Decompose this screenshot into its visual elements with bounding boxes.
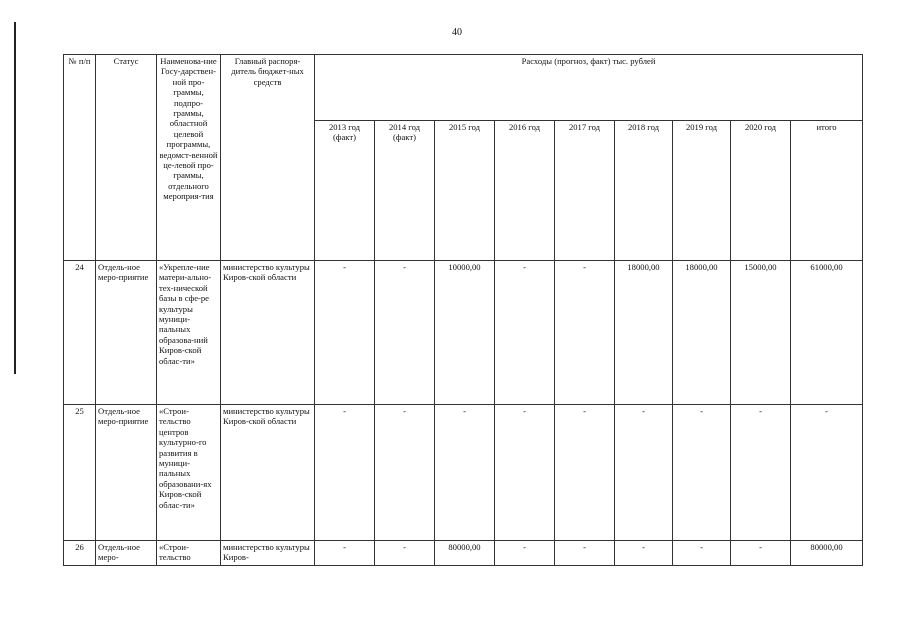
- expenses-table: [63, 54, 863, 566]
- value-cell: -: [315, 405, 375, 541]
- page-number: 40: [452, 27, 462, 38]
- value-cell: -: [375, 541, 435, 566]
- value-cell: -: [435, 405, 495, 541]
- header-num: № п/п: [64, 55, 96, 261]
- row-num: 26: [64, 541, 96, 566]
- value-cell: -: [375, 261, 435, 405]
- table-row: [64, 261, 863, 405]
- header-year: 2016 год: [495, 121, 555, 261]
- header-name: Наименова-ние Госу-дарствен-ной про-граммы, подпро-граммы, областной целевой программы, ведомст-венной це-левой про-граммы, отдельного мероприя-тия: [157, 55, 221, 261]
- row-status: Отдель-ное меро-: [96, 541, 157, 566]
- margin-line: [14, 22, 16, 374]
- value-cell: 10000,00: [435, 261, 495, 405]
- value-cell: 18000,00: [615, 261, 673, 405]
- value-cell: 18000,00: [673, 261, 731, 405]
- header-year: 2017 год: [555, 121, 615, 261]
- row-manager: министерство культуры Киров-ской области: [221, 405, 315, 541]
- header-year: 2014 год (факт): [375, 121, 435, 261]
- value-cell: -: [731, 541, 791, 566]
- header-status: Статус: [96, 55, 157, 261]
- header-year: 2015 год: [435, 121, 495, 261]
- header-year: 2019 год: [673, 121, 731, 261]
- value-cell: -: [673, 405, 731, 541]
- value-cell: -: [555, 261, 615, 405]
- row-name: «Укрепле-ние матери-ально-тех-нической базы в сфе-ре культуры муници-пальных образова-ний Киров-ской облас-ти»: [157, 261, 221, 405]
- header-manager: Главный распоря-дитель бюджет-ных средств: [221, 55, 315, 261]
- total-cell: 80000,00: [791, 541, 863, 566]
- header-year: 2020 год: [731, 121, 791, 261]
- value-cell: -: [673, 541, 731, 566]
- value-cell: -: [495, 405, 555, 541]
- total-cell: 61000,00: [791, 261, 863, 405]
- value-cell: -: [555, 541, 615, 566]
- total-cell: -: [791, 405, 863, 541]
- header-row-1: [64, 55, 863, 121]
- header-year: 2018 год: [615, 121, 673, 261]
- row-manager: министерство культуры Киров-ской области: [221, 261, 315, 405]
- value-cell: -: [731, 405, 791, 541]
- value-cell: 80000,00: [435, 541, 495, 566]
- row-num: 24: [64, 261, 96, 405]
- value-cell: -: [375, 405, 435, 541]
- row-name: «Строи-тельство центров культурно-го развития в муници-пальных образовани-ях Киров-ской облас-ти»: [157, 405, 221, 541]
- value-cell: -: [615, 541, 673, 566]
- header-total: итого: [791, 121, 863, 261]
- row-num: 25: [64, 405, 96, 541]
- value-cell: -: [315, 541, 375, 566]
- row-name: «Строи-тельство: [157, 541, 221, 566]
- row-manager: министерство культуры Киров-: [221, 541, 315, 566]
- value-cell: -: [555, 405, 615, 541]
- header-year: 2013 год (факт): [315, 121, 375, 261]
- value-cell: -: [315, 261, 375, 405]
- value-cell: -: [495, 261, 555, 405]
- header-expenses: Расходы (прогноз, факт) тыс. рублей: [315, 55, 863, 121]
- table-row: [64, 405, 863, 541]
- row-status: Отдель-ное меро-приятие: [96, 261, 157, 405]
- value-cell: -: [495, 541, 555, 566]
- value-cell: -: [615, 405, 673, 541]
- value-cell: 15000,00: [731, 261, 791, 405]
- table-row: [64, 541, 863, 566]
- row-status: Отдель-ное меро-приятие: [96, 405, 157, 541]
